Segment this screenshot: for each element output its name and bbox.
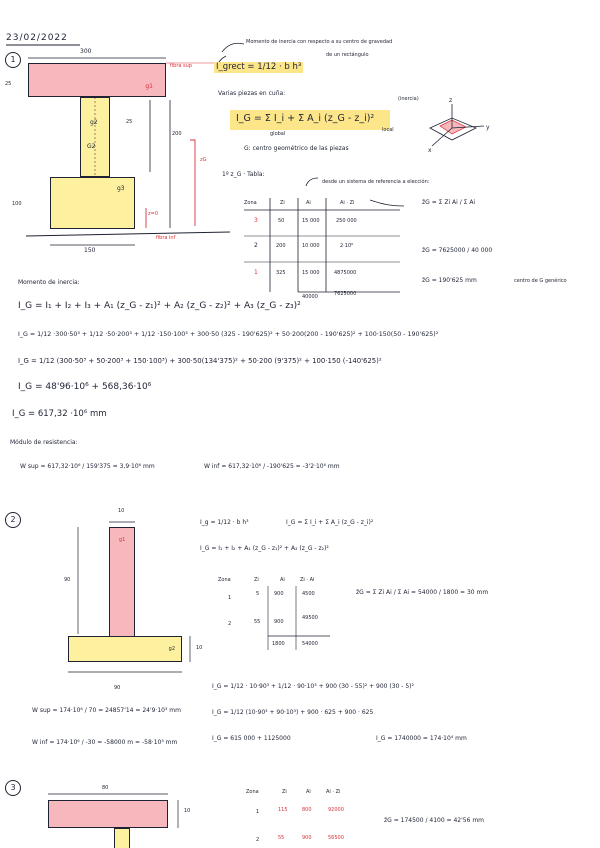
gi-note: G: centro geométrico de las piezas xyxy=(244,145,349,152)
table2-header: Zi xyxy=(254,577,259,583)
table2-total-az: 54000 xyxy=(302,641,318,647)
table1-cell: 15 000 xyxy=(302,270,320,276)
table1-total-az: 7625000 xyxy=(334,291,357,297)
problem-number-2: 2 xyxy=(5,512,21,528)
p3-dim-top: 80 xyxy=(102,785,109,791)
p2-dim-flange: 10 xyxy=(196,645,203,651)
table2-cell: 1 xyxy=(228,595,232,601)
table2-cell: 5 xyxy=(256,591,260,597)
table3-cell: 55 xyxy=(278,835,285,841)
table1-cell: 1 xyxy=(254,269,258,276)
desde-note: desde un sistema de referencia a elección: xyxy=(322,179,430,185)
table3-cell: 92000 xyxy=(328,807,344,813)
problem-number-3: 3 xyxy=(5,780,21,796)
eq4: I_G = 48'96·10⁶ + 568,36·10⁶ xyxy=(18,382,152,392)
dim-zG: zG xyxy=(200,157,207,163)
table1-cell: 4875000 xyxy=(334,270,357,276)
p2-label-g2: g2 xyxy=(168,646,175,652)
piece-label-G2: G2 xyxy=(87,143,96,150)
step1-label: 1º z_G · Tabla: xyxy=(222,171,265,178)
dim-overall: 200 xyxy=(172,131,182,137)
p3-dim-flange: 10 xyxy=(184,808,191,814)
table1-header: Ai xyxy=(306,200,311,206)
inertia-title: Momento de inercia: xyxy=(18,279,80,286)
dim-z3: 25 xyxy=(126,119,133,125)
eq2: I_G = 1/12 ·300·50³ + 1/12 ·50·200³ + 1/12 ·150·100³ + 300·50 (325 - 190'625)² + 50·200(200 - 190'625)² + 100·150(50 - 190'625)² xyxy=(18,331,439,338)
fibra-inf-label: fibra inf xyxy=(156,235,176,241)
piece-label-g2: g2 xyxy=(90,119,98,126)
p2-formula-rect: I_g = 1/12 · b h³ xyxy=(200,519,249,526)
p2-ig1: I_G = 1/12 · 10·90³ + 1/12 · 90·10³ + 900 (30 - 55)² + 900 (30 - 5)² xyxy=(212,683,414,690)
moment-note: Momento de inercia con respecto a su centro de gravedad xyxy=(246,39,393,45)
table3-cell: 800 xyxy=(302,807,312,813)
p2-zg: z̄G = Σ Zi Ai / Σ Ai = 54000 / 1800 = 30 mm xyxy=(356,589,489,596)
table3-header: Ai xyxy=(306,789,311,795)
date: 23/02/2022 xyxy=(6,33,68,43)
table1-total-a: 40000 xyxy=(302,294,318,300)
table2-cell: 900 xyxy=(274,591,284,597)
dim-base-width: 150 xyxy=(84,247,96,254)
svg-text:y: y xyxy=(486,124,490,131)
eq5: I_G = 617,32 ·10⁶ mm xyxy=(12,409,107,419)
table3-cell: 56500 xyxy=(328,835,344,841)
table3-cell: 115 xyxy=(278,807,288,813)
svg-text:z: z xyxy=(449,97,453,104)
p2-winf: W inf = 174·10⁶ / -30 = -58000 m = -58·10³ mm xyxy=(32,739,178,746)
table1-cell: 2·10⁶ xyxy=(340,243,354,249)
winf1: W inf = 617,32·10⁶ / -190'625 = -3'2·10⁶ mm xyxy=(204,463,340,470)
table1-cell: 3 xyxy=(254,217,258,224)
p2-steiner: I_G = Σ I_i + Σ A_i (z_G - z_i)² xyxy=(286,519,374,526)
table1-cell: 325 xyxy=(276,270,286,276)
table2-cell: 4500 xyxy=(302,591,315,597)
global-label: global xyxy=(270,131,286,137)
wsup1: W sup = 617,32·10⁶ / 159'375 = 3,9·10⁶ mm xyxy=(20,463,155,470)
local-label: local xyxy=(382,127,394,133)
table1-cell: 50 xyxy=(278,218,285,224)
table2-header: Zona xyxy=(218,577,231,583)
p3-web-piece xyxy=(114,828,130,848)
table1-cell: 2 xyxy=(254,242,258,249)
p2-steiner2: I_G = I₁ + I₂ + A₁ (z_G - z₁)² + A₂ (z_G - z₂)² xyxy=(200,545,329,552)
dim-flange-h: 25 xyxy=(5,81,12,87)
table3-cell: 900 xyxy=(302,835,312,841)
eq3: I_G = 1/12 (300·50³ + 50·200³ + 150·100³) + 300·50(134'375)² + 50·200 (9'375)² + 100·150 (-140'625)² xyxy=(18,357,382,365)
p2-ig2: I_G = 1/12 (10·90³ + 90·10³) + 900 · 625 + 900 · 625 xyxy=(212,709,374,716)
zg-formula: z̄G = Σ Zi Ai / Σ Ai xyxy=(422,199,476,206)
table3-cell: 1 xyxy=(256,809,260,815)
table1-cell: 15 000 xyxy=(302,218,320,224)
fibra-sup-label: fibra sup xyxy=(170,63,192,69)
problem-number-1: 1 xyxy=(5,52,21,68)
svg-text:x: x xyxy=(428,147,432,154)
p2-label-g1: g1 xyxy=(119,537,126,543)
zero-label: z=0 xyxy=(148,211,158,217)
inercia-note: (inercia) xyxy=(398,96,419,102)
table2-cell: 900 xyxy=(274,619,284,625)
table2-cell: 49500 xyxy=(302,615,318,621)
rect-inertia-formula: I_grect = 1/12 · b h³ xyxy=(216,62,302,72)
table2-cell: 55 xyxy=(254,619,261,625)
varias-piezas: Varias piezas en cuña: xyxy=(218,90,286,97)
table3-header: Zona xyxy=(246,789,259,795)
piece-label-g3: g3 xyxy=(117,185,125,192)
table1-header: Ai · Zi xyxy=(340,200,355,206)
p3-flange-piece xyxy=(48,800,168,828)
table2-header: Zi · Ai xyxy=(300,577,315,583)
table2-cell: 2 xyxy=(228,621,232,627)
p2-dim-height: 90 xyxy=(64,577,71,583)
dim-base-height: 100 xyxy=(12,201,22,207)
zg-result: z̄G = 190'625 mm xyxy=(422,277,477,284)
p2-ig4: I_G = 1740000 = 174·10⁴ mm xyxy=(376,735,467,742)
table1-header: Zona xyxy=(244,200,257,206)
eq1: I_G = I₁ + I₂ + I₃ + A₁ (z_G - z₁)² + A₂ (z_G - z₂)² + A₃ (z_G - z₃)² xyxy=(18,301,301,311)
table2-header: Ai xyxy=(280,577,285,583)
table2-total-a: 1800 xyxy=(272,641,285,647)
centro-note: centro de G genérico xyxy=(514,278,567,284)
table1-cell: 250 000 xyxy=(336,218,357,224)
p3-zg: z̄G = 174500 / 4100 = 42'56 mm xyxy=(384,817,485,824)
piece-label-g1: g1 xyxy=(145,83,153,90)
table3-cell: 2 xyxy=(256,837,260,843)
table3-header: Ai · Zi xyxy=(326,789,341,795)
dim-top-width: 300 xyxy=(80,48,92,55)
table1-cell: 200 xyxy=(276,243,286,249)
table1-header: Zi xyxy=(280,200,285,206)
modulo-title: Módulo de resistencia: xyxy=(10,439,78,446)
table1-cell: 10 000 xyxy=(302,243,320,249)
steiner-formula: I_G = Σ I_i + Σ A_i (z_G - z_i)² xyxy=(236,113,375,124)
p2-dim-top: 10 xyxy=(118,508,125,514)
p2-ig3: I_G = 615 000 + 1125000 xyxy=(212,735,291,742)
p2-dim-base: 90 xyxy=(114,685,121,691)
table3-header: Zi xyxy=(282,789,287,795)
p2-wsup: W sup = 174·10⁶ / 70 = 24857'14 = 24'9·10³ mm xyxy=(32,707,181,714)
moment-note2: de un rectángulo xyxy=(326,52,369,58)
zg-calc: z̄G = 7625000 / 40 000 xyxy=(422,247,493,254)
